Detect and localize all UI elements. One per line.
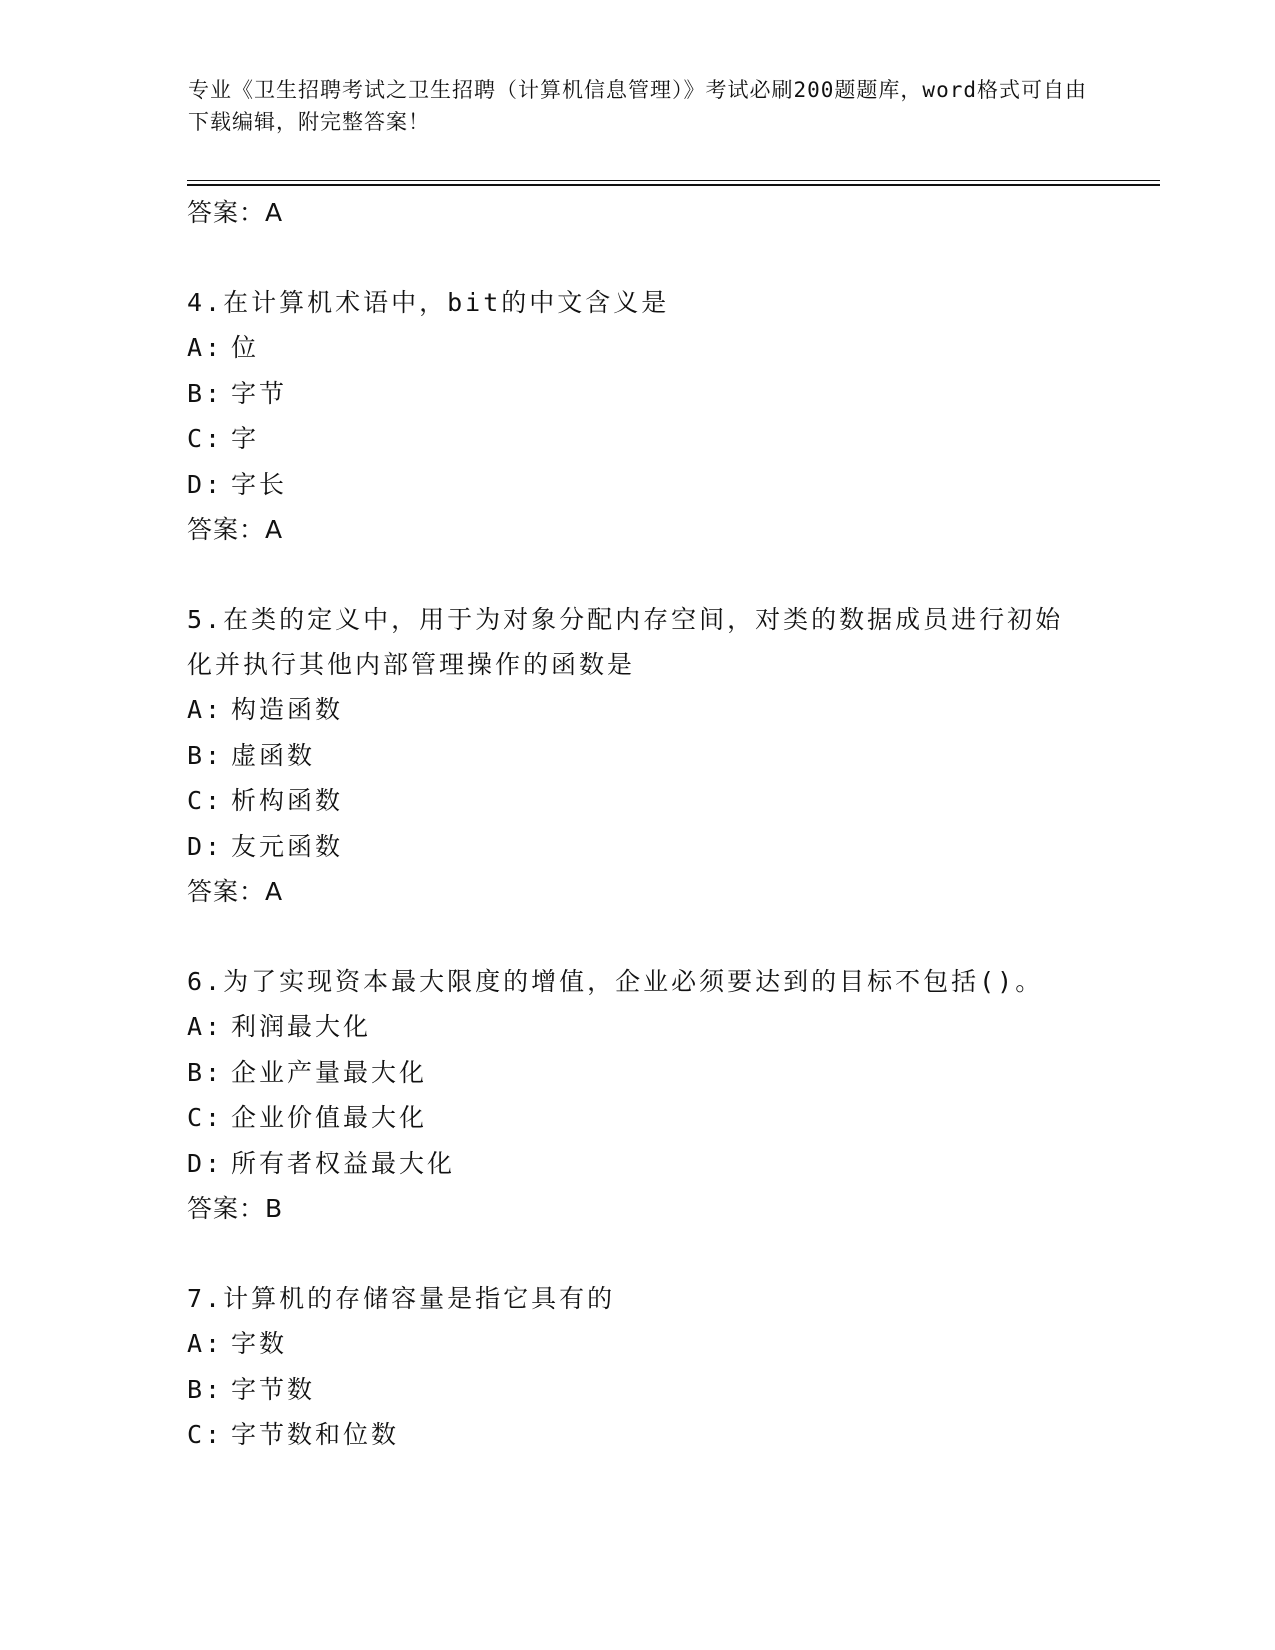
option-letter: A:	[187, 1012, 224, 1041]
option-letter: D:	[187, 831, 224, 861]
option-text: 析构函数	[231, 786, 344, 815]
question-item	[187, 1276, 1087, 1458]
option-a	[187, 1004, 1087, 1050]
question-item	[187, 959, 1087, 1232]
option-text: 字	[231, 424, 260, 453]
option-text: 企业价值最大化	[231, 1103, 428, 1132]
option-b	[187, 733, 1087, 779]
option-b	[187, 371, 1087, 417]
option-d	[187, 824, 1087, 870]
question-text: 6.为了实现资本最大限度的增值，企业必须要达到的目标不包括()。	[187, 967, 1044, 996]
option-d	[187, 1141, 1087, 1187]
option-letter: B:	[187, 740, 224, 770]
option-d	[187, 462, 1087, 508]
option-text: 字节数	[231, 1374, 316, 1404]
document-header: 专业《卫生招聘考试之卫生招聘（计算机信息管理）》考试必刷200题题库，word格式可自由下载编辑，附完整答案！	[188, 78, 1087, 134]
option-letter: A:	[187, 695, 224, 724]
option-text: 字节	[231, 378, 288, 408]
option-letter: C:	[187, 1420, 224, 1449]
option-c	[187, 778, 1087, 824]
option-c	[187, 1095, 1087, 1141]
option-text: 虚函数	[231, 740, 316, 770]
option-text: 友元函数	[231, 831, 344, 861]
answer-line: 答案：B	[187, 1194, 284, 1223]
header-rule-top	[187, 180, 1160, 181]
option-letter: D:	[187, 469, 224, 499]
option-c	[187, 1412, 1087, 1458]
option-letter: B:	[187, 1374, 224, 1404]
option-a	[187, 1321, 1087, 1367]
answer-line: 答案：A	[187, 877, 284, 906]
option-letter: C:	[187, 424, 224, 453]
question-text: 7.计算机的存储容量是指它具有的	[187, 1284, 616, 1313]
option-a	[187, 687, 1087, 733]
option-c	[187, 416, 1087, 462]
option-b	[187, 1367, 1087, 1413]
option-text: 所有者权益最大化	[231, 1148, 456, 1178]
option-text: 位	[231, 333, 260, 362]
option-text: 企业产量最大化	[231, 1057, 428, 1087]
option-text: 字数	[231, 1329, 288, 1358]
option-letter: C:	[187, 1103, 224, 1132]
question-text: 4.在计算机术语中，bit的中文含义是	[187, 288, 670, 317]
answer-line: 答案：A	[187, 515, 284, 544]
question-item	[187, 280, 1087, 553]
option-letter: C:	[187, 786, 224, 815]
option-letter: A:	[187, 333, 224, 362]
option-text: 构造函数	[231, 695, 344, 724]
option-text: 字节数和位数	[231, 1420, 400, 1449]
previous-answer: 答案：A	[187, 198, 284, 227]
option-letter: A:	[187, 1329, 224, 1358]
option-letter: D:	[187, 1148, 224, 1178]
question-item	[187, 597, 1087, 915]
question-text: 5.在类的定义中，用于为对象分配内存空间，对类的数据成员进行初始化并执行其他内部管理操作的函数是	[187, 605, 1064, 679]
header-rule-bottom	[187, 184, 1160, 186]
option-letter: B:	[187, 1057, 224, 1087]
option-b	[187, 1050, 1087, 1096]
document-body	[187, 190, 1087, 1458]
option-text: 利润最大化	[231, 1012, 372, 1041]
option-letter: B:	[187, 378, 224, 408]
option-text: 字长	[231, 469, 288, 499]
option-a	[187, 325, 1087, 371]
